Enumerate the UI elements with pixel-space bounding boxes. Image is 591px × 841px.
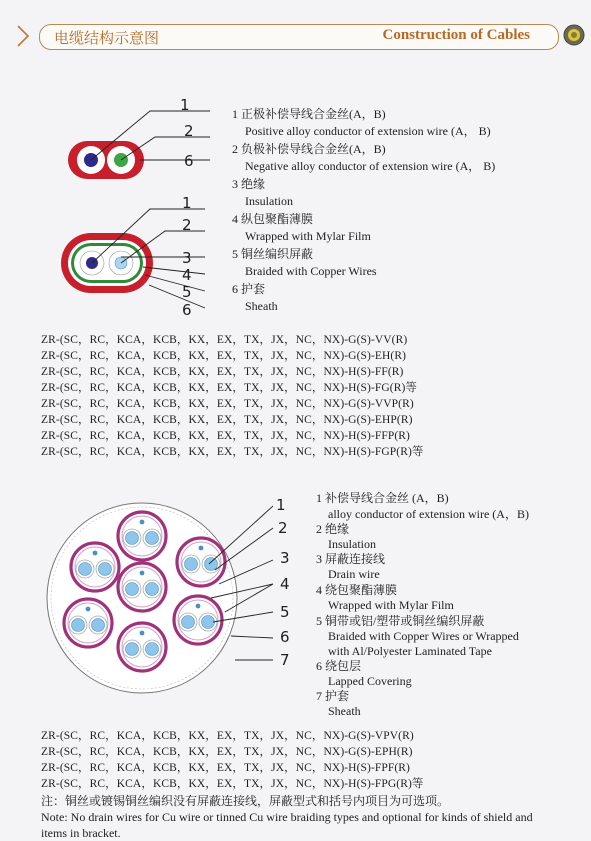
legend-en: Insulation <box>328 537 376 551</box>
callout-3: 3 <box>182 249 192 267</box>
callout-1: 1 <box>180 96 190 114</box>
legend-en: Sheath <box>328 704 361 718</box>
legend-en: Braided with Copper Wires or Wrapped <box>328 629 519 643</box>
legend-en: with Al/Polyester Laminated Tape <box>328 644 492 658</box>
callout-4: 4 <box>182 266 192 284</box>
legend-en: Negative alloy conductor of extension wire (A， B) <box>245 159 496 173</box>
legend-en: Sheath <box>245 299 278 313</box>
legend-en: alloy conductor of extension wire (A，B) <box>328 507 529 521</box>
model-row: ZR-(SC，RC，KCA，KCB，KX，EX，TX，JX，NC，NX)-G(S)-EPH(R) <box>41 746 413 758</box>
note-en: Note: No drain wires for Cu wire or tinned Cu wire braiding types and optional for kinds of shield and items in bracket. <box>41 810 533 840</box>
cable-cross-section <box>68 141 144 179</box>
callout-5: 5 <box>182 283 192 301</box>
callout-2: 2 <box>182 216 192 234</box>
callout-3: 3 <box>280 549 290 567</box>
legend-en: Braided with Copper Wires <box>245 264 377 278</box>
legend-en: Lapped Covering <box>328 674 412 688</box>
legend-en: Positive alloy conductor of extension wire (A， B) <box>245 124 491 138</box>
legend-cn: 2 绝缘 <box>316 522 350 536</box>
callout-2: 2 <box>184 122 194 140</box>
header <box>6 18 591 54</box>
model-row: ZR-(SC，RC，KCA，KCB，KX，EX，TX，JX，NC，NX)-H(S)-FGP(R)等 <box>41 446 424 458</box>
leader-line-6 <box>231 636 273 638</box>
callout-6: 6 <box>182 301 192 319</box>
callout-4: 4 <box>280 575 290 593</box>
legend-cn: 1 补偿导线合金丝 (A，B) <box>316 491 449 505</box>
model-row: ZR-(SC，RC，KCA，KCB，KX，EX，TX，JX，NC，NX)-H(S)-FPF(R) <box>41 762 410 774</box>
model-row: ZR-(SC，RC，KCA，KCB，KX，EX，TX，JX，NC，NX)-H(S)-FPG(R)等 <box>41 778 424 790</box>
legend-cn: 5 铜丝编织屏蔽 <box>232 247 314 261</box>
legend-cn: 3 屏蔽连接线 <box>316 552 386 566</box>
legend-en: Insulation <box>245 194 293 208</box>
callout-5: 5 <box>280 603 290 621</box>
model-row: ZR-(SC，RC，KCA，KCB，KX，EX，TX，JX，NC，NX)-G(S)-EH(R) <box>41 350 407 362</box>
legend-cn: 4 纵包聚酯薄膜 <box>232 212 314 226</box>
model-row: ZR-(SC，RC，KCA，KCB，KX，EX，TX，JX，NC，NX)-G(S)-VVP(R) <box>41 398 414 410</box>
leader-line-5 <box>145 275 205 291</box>
title-cn: 电缆结构示意图 <box>54 29 160 47</box>
title-en: Construction of Cables <box>382 27 530 43</box>
chevron-right-icon <box>16 24 30 48</box>
legend-en: Drain wire <box>328 567 380 581</box>
callout-2: 2 <box>278 519 288 537</box>
cable-cross-section <box>61 233 153 293</box>
diagram-flat-cable <box>60 95 240 190</box>
legend-cn: 6 护套 <box>232 282 266 296</box>
model-row: ZR-(SC，RC，KCA，KCB，KX，EX，TX，JX，NC，NX)-G(S)-EHP(R) <box>41 414 413 426</box>
legend-cn: 6 绕包层 <box>316 659 362 673</box>
legend-cn: 4 绕包聚酯薄膜 <box>316 583 398 597</box>
note-cn: 注：铜丝或镀锡铜丝编织没有屏蔽连接线，屏蔽型式和括号内项目为可选项。 <box>41 794 450 808</box>
model-row: ZR-(SC，RC，KCA，KCB，KX，EX，TX，JX，NC，NX)-H(S)-FG(R)等 <box>41 382 417 394</box>
model-row: ZR-(SC，RC，KCA，KCB，KX，EX，TX，JX，NC，NX)-H(S)-FFP(R) <box>41 430 410 442</box>
callout-6: 6 <box>280 628 290 646</box>
leader-line-4 <box>143 267 205 274</box>
model-row: ZR-(SC，RC，KCA，KCB，KX，EX，TX，JX，NC，NX)-G(S)-VV(R) <box>41 334 408 346</box>
legend-en: Wrapped with Mylar Film <box>245 229 371 243</box>
callout-1: 1 <box>276 496 286 514</box>
logo-icon <box>563 24 585 46</box>
legend-cn: 7 护套 <box>316 689 350 703</box>
legend-en: Wrapped with Mylar Film <box>328 598 454 612</box>
callout-6: 6 <box>184 152 194 170</box>
model-row: ZR-(SC，RC，KCA，KCB，KX，EX，TX，JX，NC，NX)-H(S)-FF(R) <box>41 366 404 378</box>
model-row: ZR-(SC，RC，KCA，KCB，KX，EX，TX，JX，NC，NX)-G(S)-VPV(R) <box>41 730 414 742</box>
legend-cn: 1 正极补偿导线合金丝(A，B) <box>232 107 386 121</box>
legend-cn: 3 绝缘 <box>232 177 266 191</box>
legend-cn: 5 铜带或铝/塑带或铜丝编织屏蔽 <box>316 614 485 628</box>
callout-1: 1 <box>182 194 192 212</box>
diagram-multipair-cable <box>45 490 300 730</box>
callout-7: 7 <box>280 651 290 669</box>
diagram-shielded-pair <box>55 195 225 320</box>
legend-cn: 2 负极补偿导线合金丝(A，B) <box>232 142 386 156</box>
cable-cross-section <box>47 503 237 693</box>
header-bar <box>39 24 559 50</box>
